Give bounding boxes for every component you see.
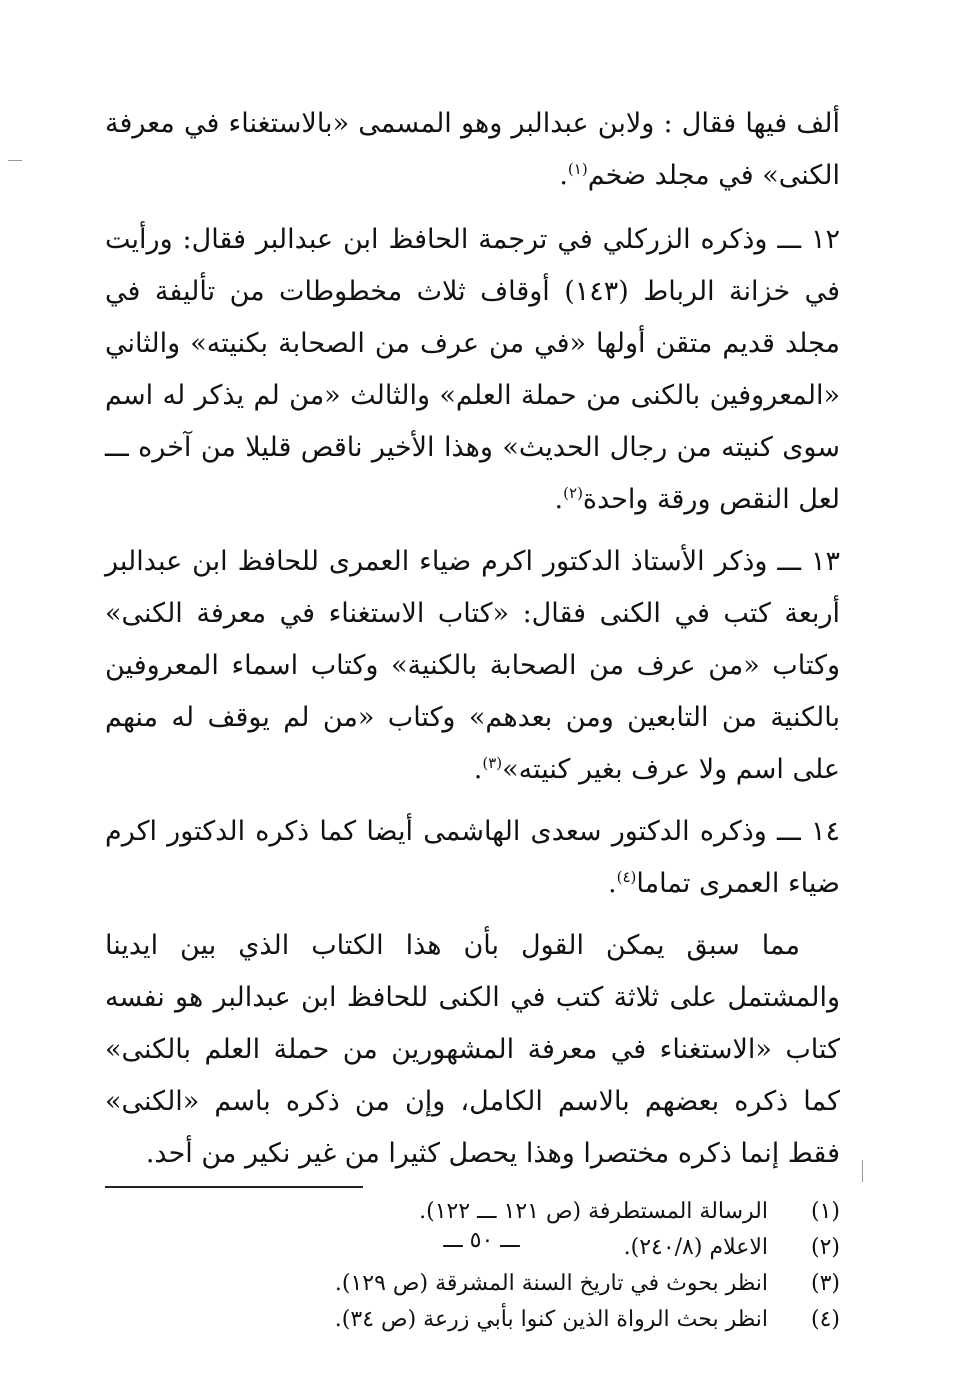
item-end: . [608, 868, 617, 899]
footnote-label: (٤) [810, 1307, 840, 1332]
item-dash: ـــ [777, 546, 802, 577]
margin-mark [8, 160, 22, 161]
page-body [105, 98, 840, 1338]
page-number: ـــ ٥٠ ـــ [443, 1228, 520, 1253]
conclusion-paragraph: مما سبق يمكن القول بأن هذا الكتاب الذي بين ايدينا والمشتمل على ثلاثة كتب في الكنى للحافظ ابن عبدالبر هو نفسه كتاب «الاستغناء في معرفة المشهورين من حملة العلم بالكنى» كما ذكره بعضهم بالاسم الكامل، وإن من ذكره باسم «الكنى» فقط إنما ذكره مختصرا وهذا يحصل كثيرا من غير نكير من أحد. [105, 930, 840, 1169]
footnote-4 [105, 1302, 840, 1338]
footnote-ref-4: (٤) [616, 868, 637, 886]
item-dash: ـــ [777, 816, 801, 847]
numbered-item-12 [105, 214, 840, 526]
item-number: ١٤ [810, 816, 840, 847]
footnote-text: انظر بحث الرواة الذين كنوا بأبي زرعة (ص ٣٤). [334, 1307, 768, 1332]
margin-tick [862, 1160, 863, 1182]
numbered-item-14 [105, 806, 840, 910]
footnote-text: الرسالة المستطرفة (ص ١٢١ ـــ ١٢٢). [419, 1199, 768, 1224]
item-text: وذكر الأستاذ الدكتور اكرم ضياء العمرى للحافظ ابن عبدالبر أربعة كتب في الكنى فقال: «كتاب الاستغناء في معرفة الكنى» وكتاب «من عرف من الصحابة بالكنية» وكتاب اسماء المعروفين بالكنية من التابعين ومن بعدهم» وكتاب «من لم يوقف له منهم على اسم ولا عرف بغير كنيته» [105, 546, 840, 785]
footnote-1 [105, 1194, 840, 1230]
footnote-3 [105, 1266, 840, 1302]
item-number: ١٢ [810, 224, 840, 255]
intro-paragraph [105, 98, 840, 202]
item-text: وذكره الدكتور سعدى الهاشمى أيضا كما ذكره الدكتور اكرم ضياء العمرى تماما [105, 816, 840, 899]
footnote-ref-1: (١) [567, 160, 588, 178]
item-number: ١٣ [810, 546, 840, 577]
footnote-ref-2: (٢) [563, 484, 583, 502]
footnote-label: (١) [810, 1199, 840, 1224]
footnote-text: انظر بحوث في تاريخ السنة المشرقة (ص ١٢٩). [334, 1271, 768, 1296]
intro-text: ألف فيها فقال : ولابن عبدالبر وهو المسمى «بالاستغناء في معرفة الكنى» في مجلد ضخم [105, 108, 840, 191]
footnote-text: الاعلام (٢٤٠/٨). [623, 1235, 768, 1260]
item-end: . [554, 484, 564, 515]
footnotes [105, 1194, 840, 1338]
footnote-divider [105, 1186, 363, 1188]
item-dash: ـــ [777, 224, 802, 255]
intro-end: . [559, 160, 568, 191]
footnote-label: (٢) [810, 1235, 840, 1260]
item-end: . [473, 754, 483, 785]
item-text: وذكره الزركلي في ترجمة الحافظ ابن عبدالبر فقال: ورأيت في خزانة الرباط (١٤٣) أوقاف ثلاث مخطوطات من تأليفة في مجلد قديم متقن أولها «في من عرف من الصحابة بكنيته» والثاني «المعروفين بالكنى من حملة العلم» والثالث «من لم يذكر له اسم سوى كنيته من رجال الحديث» وهذا الأخير ناقص قليلا من آخره ـــ لعل النقص ورقة واحدة [105, 224, 841, 515]
footnote-label: (٣) [810, 1271, 840, 1296]
numbered-item-13 [105, 536, 840, 796]
footnote-ref-3: (٣) [482, 754, 503, 772]
